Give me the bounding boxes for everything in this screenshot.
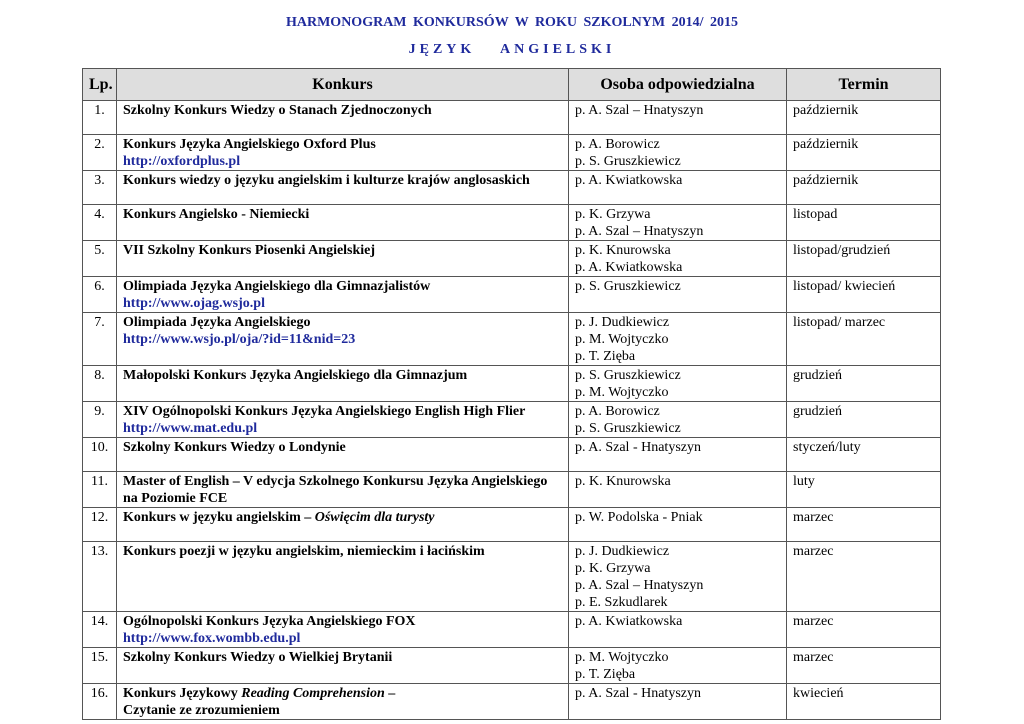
competition-cell	[117, 241, 569, 277]
competition-cell	[117, 402, 569, 438]
table-row	[83, 508, 941, 542]
row-number: 13.	[83, 542, 117, 612]
term-cell: listopad/ marzec	[787, 313, 941, 366]
responsible-person: p. S. Gruszkiewicz	[575, 154, 681, 169]
competition-cell	[117, 542, 569, 612]
competition-cell	[117, 101, 569, 135]
term-cell: marzec	[787, 508, 941, 542]
column-header-osoba: Osoba odpowiedzialna	[569, 69, 787, 101]
competition-cell	[117, 438, 569, 472]
term-cell: październik	[787, 171, 941, 205]
competition-name: Ogólnopolski Konkurs Języka Angielskiego FOX	[123, 614, 416, 629]
column-header-lp: Lp.	[83, 69, 117, 101]
competition-name: Szkolny Konkurs Wiedzy o Stanach Zjednoczonych	[123, 103, 432, 118]
term-cell: listopad/ kwiecień	[787, 277, 941, 313]
competition-name: Konkurs Angielsko - Niemiecki	[123, 207, 310, 222]
row-number: 14.	[83, 612, 117, 648]
responsible-person-cell	[569, 101, 787, 135]
responsible-person: p. A. Borowicz	[575, 137, 660, 152]
responsible-person: p. A. Kwiatkowska	[575, 260, 683, 275]
responsible-person: p. A. Kwiatkowska	[575, 614, 683, 629]
competition-cell	[117, 205, 569, 241]
competition-name: Konkurs w języku angielskim –	[123, 510, 315, 525]
responsible-person: p. M. Wojtyczko	[575, 650, 669, 665]
responsible-person: p. E. Szkudlarek	[575, 595, 668, 610]
responsible-person-cell	[569, 313, 787, 366]
table-row	[83, 684, 941, 720]
table-row	[83, 313, 941, 366]
competition-cell	[117, 135, 569, 171]
responsible-person: p. K. Grzywa	[575, 561, 651, 576]
responsible-person: p. A. Borowicz	[575, 404, 660, 419]
responsible-person: p. S. Gruszkiewicz	[575, 368, 681, 383]
responsible-person: p. T. Zięba	[575, 667, 636, 682]
competition-name: Olimpiada Języka Angielskiego	[123, 315, 311, 330]
competition-name: Konkurs wiedzy o języku angielskim i kulturze krajów anglosaskich	[123, 173, 530, 188]
responsible-person-cell	[569, 648, 787, 684]
row-number: 11.	[83, 472, 117, 508]
competition-name-suffix: –	[384, 686, 396, 701]
responsible-person-cell	[569, 241, 787, 277]
table-row	[83, 612, 941, 648]
table-row	[83, 542, 941, 612]
table-row	[83, 277, 941, 313]
row-number: 4.	[83, 205, 117, 241]
responsible-person-cell	[569, 472, 787, 508]
responsible-person: p. A. Szal – Hnatyszyn	[575, 224, 704, 239]
responsible-person: p. A. Szal - Hnatyszyn	[575, 440, 701, 455]
competition-link[interactable]: http://www.fox.wombb.edu.pl	[123, 631, 301, 646]
term-cell: październik	[787, 101, 941, 135]
term-cell: marzec	[787, 542, 941, 612]
competition-name: VII Szkolny Konkurs Piosenki Angielskiej	[123, 243, 376, 258]
responsible-person-cell	[569, 135, 787, 171]
responsible-person: p. A. Kwiatkowska	[575, 173, 683, 188]
responsible-person: p. J. Dudkiewicz	[575, 544, 670, 559]
competition-name: XIV Ogólnopolski Konkurs Języka Angielskiego English High Flier	[123, 404, 526, 419]
column-header-konkurs: Konkurs	[117, 69, 569, 101]
table-row	[83, 135, 941, 171]
responsible-person-cell	[569, 402, 787, 438]
term-cell: październik	[787, 135, 941, 171]
row-number: 10.	[83, 438, 117, 472]
row-number: 8.	[83, 366, 117, 402]
competition-cell	[117, 171, 569, 205]
term-cell: marzec	[787, 612, 941, 648]
competition-name: Konkurs Języka Angielskiego Oxford Plus	[123, 137, 376, 152]
table-row	[83, 171, 941, 205]
responsible-person: p. W. Podolska - Pniak	[575, 510, 703, 525]
row-number: 6.	[83, 277, 117, 313]
responsible-person-cell	[569, 612, 787, 648]
term-cell: luty	[787, 472, 941, 508]
responsible-person-cell	[569, 438, 787, 472]
competitions-table	[82, 68, 941, 720]
document-title: HARMONOGRAM KONKURSÓW W ROKU SZKOLNYM 2014/ 2015	[285, 15, 739, 30]
responsible-person-cell	[569, 366, 787, 402]
responsible-person-cell	[569, 277, 787, 313]
row-number: 12.	[83, 508, 117, 542]
competition-name: Master of English – V edycja Szkolnego Konkursu Języka Angielskiego na Poziomie FCE	[123, 474, 548, 506]
competition-link[interactable]: http://www.wsjo.pl/oja/?id=11&nid=23	[123, 332, 356, 347]
table-row	[83, 101, 941, 135]
competition-name: Szkolny Konkurs Wiedzy o Wielkiej Brytanii	[123, 650, 393, 665]
row-number: 15.	[83, 648, 117, 684]
competition-link[interactable]: http://www.ojag.wsjo.pl	[123, 296, 265, 311]
competition-cell	[117, 508, 569, 542]
responsible-person-cell	[569, 508, 787, 542]
responsible-person: p. M. Wojtyczko	[575, 332, 669, 347]
table-row	[83, 472, 941, 508]
table-row	[83, 648, 941, 684]
responsible-person: p. A. Szal – Hnatyszyn	[575, 578, 704, 593]
competition-link[interactable]: http://oxfordplus.pl	[123, 154, 241, 169]
responsible-person: p. K. Knurowska	[575, 243, 671, 258]
responsible-person: p. K. Grzywa	[575, 207, 651, 222]
responsible-person: p. A. Szal – Hnatyszyn	[575, 103, 704, 118]
responsible-person: p. S. Gruszkiewicz	[575, 279, 681, 294]
competition-cell	[117, 684, 569, 720]
term-cell: listopad	[787, 205, 941, 241]
competition-name: Szkolny Konkurs Wiedzy o Londynie	[123, 440, 346, 455]
column-header-termin: Termin	[787, 69, 941, 101]
responsible-person: p. M. Wojtyczko	[575, 385, 669, 400]
competition-name-italic: Reading Comprehension	[241, 686, 385, 701]
competition-name: Olimpiada Języka Angielskiego dla Gimnazjalistów	[123, 279, 431, 294]
term-cell: grudzień	[787, 402, 941, 438]
competition-cell	[117, 612, 569, 648]
table-row	[83, 402, 941, 438]
competition-link[interactable]: http://www.mat.edu.pl	[123, 421, 258, 436]
competition-name: Małopolski Konkurs Języka Angielskiego dla Gimnazjum	[123, 368, 468, 383]
row-number: 16.	[83, 684, 117, 720]
competition-cell	[117, 277, 569, 313]
row-number: 5.	[83, 241, 117, 277]
responsible-person: p. K. Knurowska	[575, 474, 671, 489]
competition-cell	[117, 648, 569, 684]
term-cell: marzec	[787, 648, 941, 684]
competition-name-line2: Czytanie ze zrozumieniem	[123, 703, 280, 718]
responsible-person-cell	[569, 542, 787, 612]
row-number: 1.	[83, 101, 117, 135]
competition-cell	[117, 313, 569, 366]
table-row	[83, 205, 941, 241]
document-subtitle: JĘZYK ANGIELSKI	[408, 42, 616, 57]
responsible-person: p. J. Dudkiewicz	[575, 315, 670, 330]
row-number: 7.	[83, 313, 117, 366]
table-body	[83, 101, 941, 720]
table-header-row	[83, 69, 941, 101]
responsible-person-cell	[569, 171, 787, 205]
table-row	[83, 438, 941, 472]
responsible-person: p. A. Szal - Hnatyszyn	[575, 686, 701, 701]
competition-cell	[117, 366, 569, 402]
table-row	[83, 366, 941, 402]
term-cell: styczeń/luty	[787, 438, 941, 472]
responsible-person: p. S. Gruszkiewicz	[575, 421, 681, 436]
competition-name-italic: Oświęcim dla turysty	[314, 510, 435, 525]
table-row	[83, 241, 941, 277]
responsible-person: p. T. Zięba	[575, 349, 636, 364]
row-number: 2.	[83, 135, 117, 171]
competition-name: Konkurs poezji w języku angielskim, niemieckim i łacińskim	[123, 544, 485, 559]
competition-name: Konkurs Językowy	[123, 686, 242, 701]
responsible-person-cell	[569, 684, 787, 720]
competition-cell	[117, 472, 569, 508]
term-cell: kwiecień	[787, 684, 941, 720]
row-number: 3.	[83, 171, 117, 205]
responsible-person-cell	[569, 205, 787, 241]
row-number: 9.	[83, 402, 117, 438]
term-cell: grudzień	[787, 366, 941, 402]
term-cell: listopad/grudzień	[787, 241, 941, 277]
